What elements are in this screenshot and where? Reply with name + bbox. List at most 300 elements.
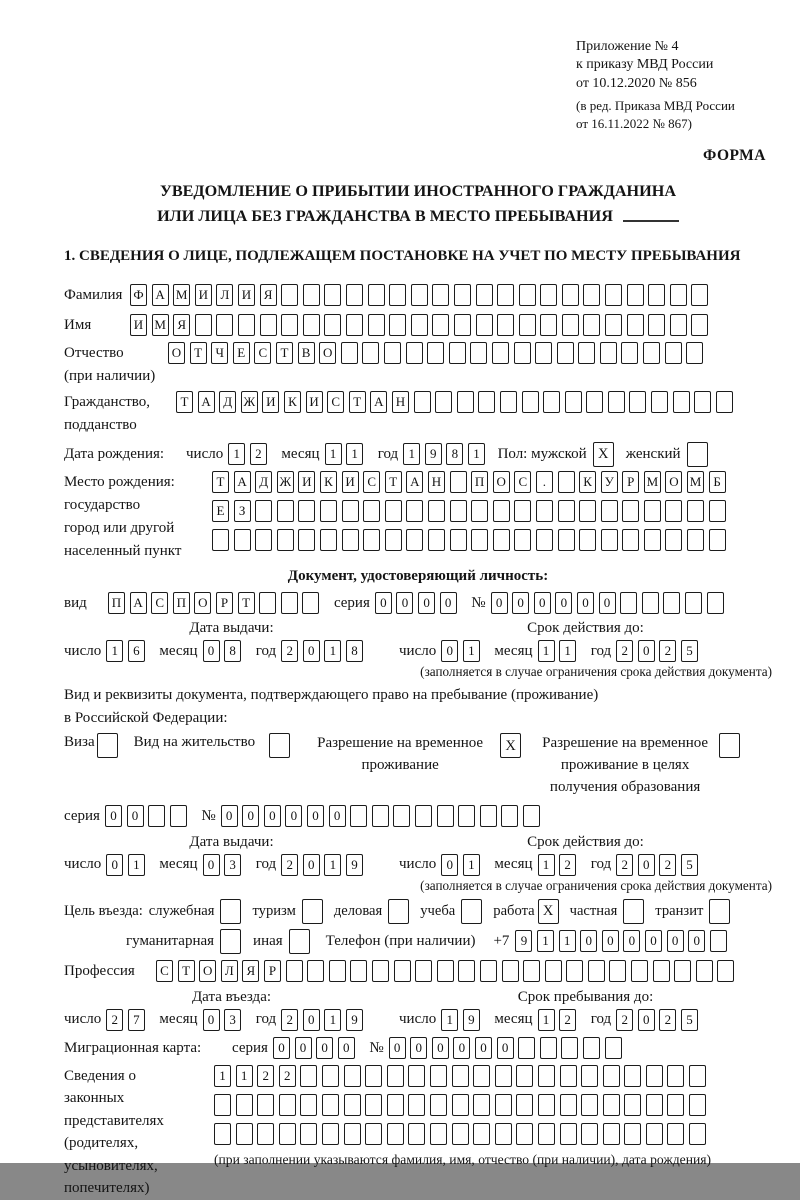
char-cell[interactable]: О: [493, 471, 510, 493]
char-cell[interactable]: [408, 1094, 425, 1116]
purpose-commercial-checkbox[interactable]: [388, 899, 409, 924]
char-cell[interactable]: [368, 314, 385, 336]
char-cell[interactable]: [414, 391, 431, 413]
char-cell[interactable]: [320, 529, 337, 551]
char-cell[interactable]: [535, 342, 552, 364]
char-cell[interactable]: [476, 314, 493, 336]
char-cell[interactable]: [255, 500, 272, 522]
char-cell[interactable]: 0: [396, 592, 413, 614]
char-cell[interactable]: М: [687, 471, 704, 493]
char-cell[interactable]: 0: [295, 1037, 312, 1059]
char-cell[interactable]: И: [238, 284, 255, 306]
stay-valid-day-boxes[interactable]: [441, 854, 484, 876]
char-cell[interactable]: [216, 314, 233, 336]
char-cell[interactable]: [342, 529, 359, 551]
char-cell[interactable]: [363, 500, 380, 522]
char-cell[interactable]: [449, 342, 466, 364]
char-cell[interactable]: Т: [176, 391, 193, 413]
char-cell[interactable]: Р: [216, 592, 233, 614]
stay-issue-day-boxes[interactable]: [106, 854, 149, 876]
char-cell[interactable]: О: [199, 960, 216, 982]
char-cell[interactable]: [609, 960, 626, 982]
char-cell[interactable]: А: [198, 391, 215, 413]
char-cell[interactable]: 1: [441, 1009, 458, 1031]
citizenship-boxes[interactable]: [176, 391, 737, 413]
char-cell[interactable]: К: [579, 471, 596, 493]
profession-boxes[interactable]: [156, 960, 739, 982]
char-cell[interactable]: И: [342, 471, 359, 493]
char-cell[interactable]: [629, 391, 646, 413]
char-cell[interactable]: [620, 592, 637, 614]
char-cell[interactable]: 9: [463, 1009, 480, 1031]
char-cell[interactable]: 1: [324, 1009, 341, 1031]
char-cell[interactable]: 0: [491, 592, 508, 614]
char-cell[interactable]: [277, 500, 294, 522]
char-cell[interactable]: 1: [324, 854, 341, 876]
char-cell[interactable]: [457, 391, 474, 413]
stay-until-month-boxes[interactable]: [538, 1009, 581, 1031]
char-cell[interactable]: [627, 314, 644, 336]
stay-valid-month-boxes[interactable]: [538, 854, 581, 876]
char-cell[interactable]: [322, 1123, 339, 1145]
char-cell[interactable]: 0: [497, 1037, 514, 1059]
char-cell[interactable]: [648, 284, 665, 306]
char-cell[interactable]: 1: [403, 443, 420, 465]
char-cell[interactable]: 6: [128, 640, 145, 662]
char-cell[interactable]: А: [406, 471, 423, 493]
rvp-checkbox[interactable]: X: [500, 733, 521, 758]
char-cell[interactable]: М: [644, 471, 661, 493]
char-cell[interactable]: [476, 284, 493, 306]
char-cell[interactable]: Д: [255, 471, 272, 493]
char-cell[interactable]: 0: [453, 1037, 470, 1059]
char-cell[interactable]: [665, 529, 682, 551]
char-cell[interactable]: [473, 1065, 490, 1087]
char-cell[interactable]: [523, 960, 540, 982]
char-cell[interactable]: [450, 500, 467, 522]
char-cell[interactable]: [257, 1094, 274, 1116]
char-cell[interactable]: [428, 500, 445, 522]
char-cell[interactable]: Н: [392, 391, 409, 413]
char-cell[interactable]: [408, 1123, 425, 1145]
representatives-row2-boxes[interactable]: [214, 1094, 711, 1116]
char-cell[interactable]: [428, 529, 445, 551]
char-cell[interactable]: [691, 314, 708, 336]
char-cell[interactable]: [298, 529, 315, 551]
char-cell[interactable]: [389, 284, 406, 306]
char-cell[interactable]: [516, 1123, 533, 1145]
stay-number-boxes[interactable]: [221, 805, 545, 827]
char-cell[interactable]: П: [173, 592, 190, 614]
char-cell[interactable]: [303, 314, 320, 336]
char-cell[interactable]: С: [254, 342, 271, 364]
char-cell[interactable]: [307, 960, 324, 982]
char-cell[interactable]: [603, 1123, 620, 1145]
char-cell[interactable]: 0: [555, 592, 572, 614]
purpose-work-checkbox[interactable]: X: [538, 899, 559, 924]
char-cell[interactable]: [540, 1037, 557, 1059]
char-cell[interactable]: [471, 500, 488, 522]
char-cell[interactable]: И: [306, 391, 323, 413]
char-cell[interactable]: Я: [260, 284, 277, 306]
char-cell[interactable]: [437, 960, 454, 982]
purpose-transit-checkbox[interactable]: [709, 899, 730, 924]
char-cell[interactable]: А: [234, 471, 251, 493]
char-cell[interactable]: [601, 500, 618, 522]
char-cell[interactable]: С: [151, 592, 168, 614]
char-cell[interactable]: У: [601, 471, 618, 493]
char-cell[interactable]: [450, 529, 467, 551]
char-cell[interactable]: [365, 1065, 382, 1087]
char-cell[interactable]: [458, 960, 475, 982]
char-cell[interactable]: [493, 500, 510, 522]
char-cell[interactable]: [329, 960, 346, 982]
char-cell[interactable]: [281, 314, 298, 336]
char-cell[interactable]: [195, 314, 212, 336]
char-cell[interactable]: А: [130, 592, 147, 614]
char-cell[interactable]: [514, 342, 531, 364]
char-cell[interactable]: [545, 960, 562, 982]
char-cell[interactable]: [324, 314, 341, 336]
char-cell[interactable]: [501, 805, 518, 827]
doc-series-boxes[interactable]: [375, 592, 461, 614]
char-cell[interactable]: 2: [616, 854, 633, 876]
char-cell[interactable]: [536, 529, 553, 551]
char-cell[interactable]: [387, 1094, 404, 1116]
representatives-row3-boxes[interactable]: [214, 1123, 711, 1145]
char-cell[interactable]: [583, 1037, 600, 1059]
char-cell[interactable]: [583, 314, 600, 336]
char-cell[interactable]: [709, 529, 726, 551]
doc-number-boxes[interactable]: [491, 592, 729, 614]
char-cell[interactable]: 0: [242, 805, 259, 827]
char-cell[interactable]: 9: [425, 443, 442, 465]
char-cell[interactable]: [450, 471, 467, 493]
char-cell[interactable]: [608, 391, 625, 413]
char-cell[interactable]: 8: [446, 443, 463, 465]
name-boxes[interactable]: [130, 314, 713, 336]
char-cell[interactable]: [665, 342, 682, 364]
char-cell[interactable]: 2: [559, 1009, 576, 1031]
char-cell[interactable]: [170, 805, 187, 827]
birth-day-boxes[interactable]: [228, 443, 271, 465]
phone-boxes[interactable]: [515, 930, 731, 952]
purpose-tourism-checkbox[interactable]: [302, 899, 323, 924]
char-cell[interactable]: [667, 1094, 684, 1116]
char-cell[interactable]: П: [471, 471, 488, 493]
char-cell[interactable]: 2: [559, 854, 576, 876]
char-cell[interactable]: В: [298, 342, 315, 364]
char-cell[interactable]: [709, 500, 726, 522]
char-cell[interactable]: Л: [216, 284, 233, 306]
char-cell[interactable]: [691, 284, 708, 306]
char-cell[interactable]: Т: [212, 471, 229, 493]
char-cell[interactable]: [689, 1123, 706, 1145]
char-cell[interactable]: [255, 529, 272, 551]
char-cell[interactable]: О: [319, 342, 336, 364]
char-cell[interactable]: Ж: [277, 471, 294, 493]
char-cell[interactable]: [643, 342, 660, 364]
char-cell[interactable]: [562, 284, 579, 306]
char-cell[interactable]: [624, 1065, 641, 1087]
char-cell[interactable]: [710, 930, 727, 952]
char-cell[interactable]: 2: [616, 640, 633, 662]
char-cell[interactable]: 1: [214, 1065, 231, 1087]
char-cell[interactable]: [286, 960, 303, 982]
char-cell[interactable]: [346, 284, 363, 306]
char-cell[interactable]: К: [320, 471, 337, 493]
rvp-education-checkbox[interactable]: [719, 733, 740, 758]
char-cell[interactable]: М: [173, 284, 190, 306]
char-cell[interactable]: 9: [346, 1009, 363, 1031]
char-cell[interactable]: 2: [281, 640, 298, 662]
char-cell[interactable]: [458, 805, 475, 827]
char-cell[interactable]: 0: [264, 805, 281, 827]
stay-issue-year-boxes[interactable]: [281, 854, 367, 876]
char-cell[interactable]: [516, 1065, 533, 1087]
char-cell[interactable]: [588, 960, 605, 982]
birthplace-row3-boxes[interactable]: [212, 529, 730, 551]
char-cell[interactable]: [322, 1065, 339, 1087]
char-cell[interactable]: Т: [190, 342, 207, 364]
char-cell[interactable]: [492, 342, 509, 364]
char-cell[interactable]: [631, 960, 648, 982]
stay-issue-month-boxes[interactable]: [203, 854, 246, 876]
purpose-study-checkbox[interactable]: [461, 899, 482, 924]
char-cell[interactable]: [430, 1123, 447, 1145]
char-cell[interactable]: [497, 284, 514, 306]
char-cell[interactable]: [605, 314, 622, 336]
char-cell[interactable]: 1: [468, 443, 485, 465]
char-cell[interactable]: Т: [349, 391, 366, 413]
char-cell[interactable]: Л: [221, 960, 238, 982]
char-cell[interactable]: 1: [463, 854, 480, 876]
char-cell[interactable]: [257, 1123, 274, 1145]
char-cell[interactable]: 1: [538, 640, 555, 662]
char-cell[interactable]: [497, 314, 514, 336]
purpose-private-checkbox[interactable]: [623, 899, 644, 924]
char-cell[interactable]: [651, 391, 668, 413]
char-cell[interactable]: [281, 284, 298, 306]
char-cell[interactable]: 1: [463, 640, 480, 662]
char-cell[interactable]: [600, 342, 617, 364]
char-cell[interactable]: [260, 314, 277, 336]
char-cell[interactable]: [558, 500, 575, 522]
char-cell[interactable]: [694, 391, 711, 413]
char-cell[interactable]: О: [168, 342, 185, 364]
char-cell[interactable]: [689, 1094, 706, 1116]
birth-month-boxes[interactable]: [325, 443, 368, 465]
char-cell[interactable]: [302, 592, 319, 614]
char-cell[interactable]: 0: [512, 592, 529, 614]
entry-year-boxes[interactable]: [281, 1009, 367, 1031]
char-cell[interactable]: [341, 342, 358, 364]
char-cell[interactable]: 0: [285, 805, 302, 827]
char-cell[interactable]: 2: [257, 1065, 274, 1087]
char-cell[interactable]: 2: [106, 1009, 123, 1031]
char-cell[interactable]: [363, 529, 380, 551]
char-cell[interactable]: 0: [303, 1009, 320, 1031]
char-cell[interactable]: [471, 529, 488, 551]
char-cell[interactable]: [560, 1094, 577, 1116]
char-cell[interactable]: [707, 592, 724, 614]
char-cell[interactable]: [368, 284, 385, 306]
char-cell[interactable]: П: [108, 592, 125, 614]
char-cell[interactable]: 0: [418, 592, 435, 614]
char-cell[interactable]: [601, 529, 618, 551]
char-cell[interactable]: 0: [432, 1037, 449, 1059]
char-cell[interactable]: [322, 1094, 339, 1116]
char-cell[interactable]: [579, 529, 596, 551]
char-cell[interactable]: [478, 391, 495, 413]
char-cell[interactable]: 9: [346, 854, 363, 876]
char-cell[interactable]: [560, 1123, 577, 1145]
char-cell[interactable]: [581, 1065, 598, 1087]
char-cell[interactable]: [493, 529, 510, 551]
char-cell[interactable]: [385, 500, 402, 522]
char-cell[interactable]: [385, 529, 402, 551]
char-cell[interactable]: [646, 1094, 663, 1116]
birthplace-row2-boxes[interactable]: [212, 500, 730, 522]
char-cell[interactable]: 1: [538, 854, 555, 876]
char-cell[interactable]: [480, 805, 497, 827]
char-cell[interactable]: 2: [616, 1009, 633, 1031]
char-cell[interactable]: [415, 805, 432, 827]
char-cell[interactable]: 1: [324, 640, 341, 662]
char-cell[interactable]: 7: [128, 1009, 145, 1031]
char-cell[interactable]: 0: [273, 1037, 290, 1059]
char-cell[interactable]: О: [665, 471, 682, 493]
char-cell[interactable]: 0: [221, 805, 238, 827]
char-cell[interactable]: [646, 1123, 663, 1145]
char-cell[interactable]: Я: [173, 314, 190, 336]
char-cell[interactable]: [394, 960, 411, 982]
char-cell[interactable]: [717, 960, 734, 982]
char-cell[interactable]: [432, 284, 449, 306]
char-cell[interactable]: [387, 1065, 404, 1087]
char-cell[interactable]: 3: [224, 1009, 241, 1031]
doc-issue-month-boxes[interactable]: [203, 640, 246, 662]
char-cell[interactable]: 0: [623, 930, 640, 952]
char-cell[interactable]: [687, 529, 704, 551]
char-cell[interactable]: [415, 960, 432, 982]
char-cell[interactable]: [350, 960, 367, 982]
char-cell[interactable]: [674, 960, 691, 982]
char-cell[interactable]: 0: [307, 805, 324, 827]
purpose-humanitarian-checkbox[interactable]: [220, 929, 241, 954]
char-cell[interactable]: 2: [659, 854, 676, 876]
char-cell[interactable]: 2: [281, 854, 298, 876]
char-cell[interactable]: [372, 805, 389, 827]
char-cell[interactable]: [627, 284, 644, 306]
char-cell[interactable]: [350, 805, 367, 827]
birth-year-boxes[interactable]: [403, 443, 489, 465]
char-cell[interactable]: Ф: [130, 284, 147, 306]
char-cell[interactable]: [430, 1094, 447, 1116]
char-cell[interactable]: [480, 960, 497, 982]
char-cell[interactable]: 0: [667, 930, 684, 952]
doc-valid-month-boxes[interactable]: [538, 640, 581, 662]
char-cell[interactable]: 0: [440, 592, 457, 614]
migration-number-boxes[interactable]: [389, 1037, 627, 1059]
char-cell[interactable]: 0: [127, 805, 144, 827]
char-cell[interactable]: Т: [276, 342, 293, 364]
char-cell[interactable]: [566, 960, 583, 982]
char-cell[interactable]: И: [130, 314, 147, 336]
char-cell[interactable]: [473, 1123, 490, 1145]
residence-permit-checkbox[interactable]: [269, 733, 290, 758]
char-cell[interactable]: 1: [236, 1065, 253, 1087]
char-cell[interactable]: 0: [645, 930, 662, 952]
char-cell[interactable]: [365, 1094, 382, 1116]
char-cell[interactable]: [670, 284, 687, 306]
char-cell[interactable]: 1: [559, 930, 576, 952]
char-cell[interactable]: 0: [475, 1037, 492, 1059]
char-cell[interactable]: Д: [219, 391, 236, 413]
char-cell[interactable]: [408, 1065, 425, 1087]
char-cell[interactable]: [622, 500, 639, 522]
char-cell[interactable]: [518, 1037, 535, 1059]
char-cell[interactable]: [557, 342, 574, 364]
char-cell[interactable]: [300, 1123, 317, 1145]
char-cell[interactable]: 0: [303, 640, 320, 662]
char-cell[interactable]: [452, 1094, 469, 1116]
char-cell[interactable]: [605, 284, 622, 306]
char-cell[interactable]: [653, 960, 670, 982]
char-cell[interactable]: С: [327, 391, 344, 413]
entry-month-boxes[interactable]: [203, 1009, 246, 1031]
char-cell[interactable]: 2: [250, 443, 267, 465]
char-cell[interactable]: [324, 284, 341, 306]
char-cell[interactable]: 0: [329, 805, 346, 827]
char-cell[interactable]: А: [370, 391, 387, 413]
char-cell[interactable]: 1: [106, 640, 123, 662]
char-cell[interactable]: [560, 1065, 577, 1087]
char-cell[interactable]: [502, 960, 519, 982]
char-cell[interactable]: [605, 1037, 622, 1059]
migration-series-boxes[interactable]: [273, 1037, 359, 1059]
char-cell[interactable]: [300, 1094, 317, 1116]
char-cell[interactable]: [365, 1123, 382, 1145]
char-cell[interactable]: [387, 1123, 404, 1145]
char-cell[interactable]: 0: [375, 592, 392, 614]
char-cell[interactable]: [234, 529, 251, 551]
char-cell[interactable]: 0: [580, 930, 597, 952]
char-cell[interactable]: [259, 592, 276, 614]
char-cell[interactable]: .: [536, 471, 553, 493]
char-cell[interactable]: Ж: [241, 391, 258, 413]
purpose-business-checkbox[interactable]: [220, 899, 241, 924]
char-cell[interactable]: А: [152, 284, 169, 306]
char-cell[interactable]: И: [298, 471, 315, 493]
char-cell[interactable]: [389, 314, 406, 336]
char-cell[interactable]: 0: [441, 854, 458, 876]
char-cell[interactable]: 1: [537, 930, 554, 952]
char-cell[interactable]: [581, 1123, 598, 1145]
char-cell[interactable]: [689, 1065, 706, 1087]
char-cell[interactable]: 1: [346, 443, 363, 465]
char-cell[interactable]: [277, 529, 294, 551]
char-cell[interactable]: 0: [688, 930, 705, 952]
char-cell[interactable]: [279, 1094, 296, 1116]
char-cell[interactable]: [644, 529, 661, 551]
char-cell[interactable]: [495, 1094, 512, 1116]
char-cell[interactable]: [411, 314, 428, 336]
char-cell[interactable]: [538, 1094, 555, 1116]
char-cell[interactable]: [696, 960, 713, 982]
char-cell[interactable]: 0: [105, 805, 122, 827]
char-cell[interactable]: [603, 1065, 620, 1087]
